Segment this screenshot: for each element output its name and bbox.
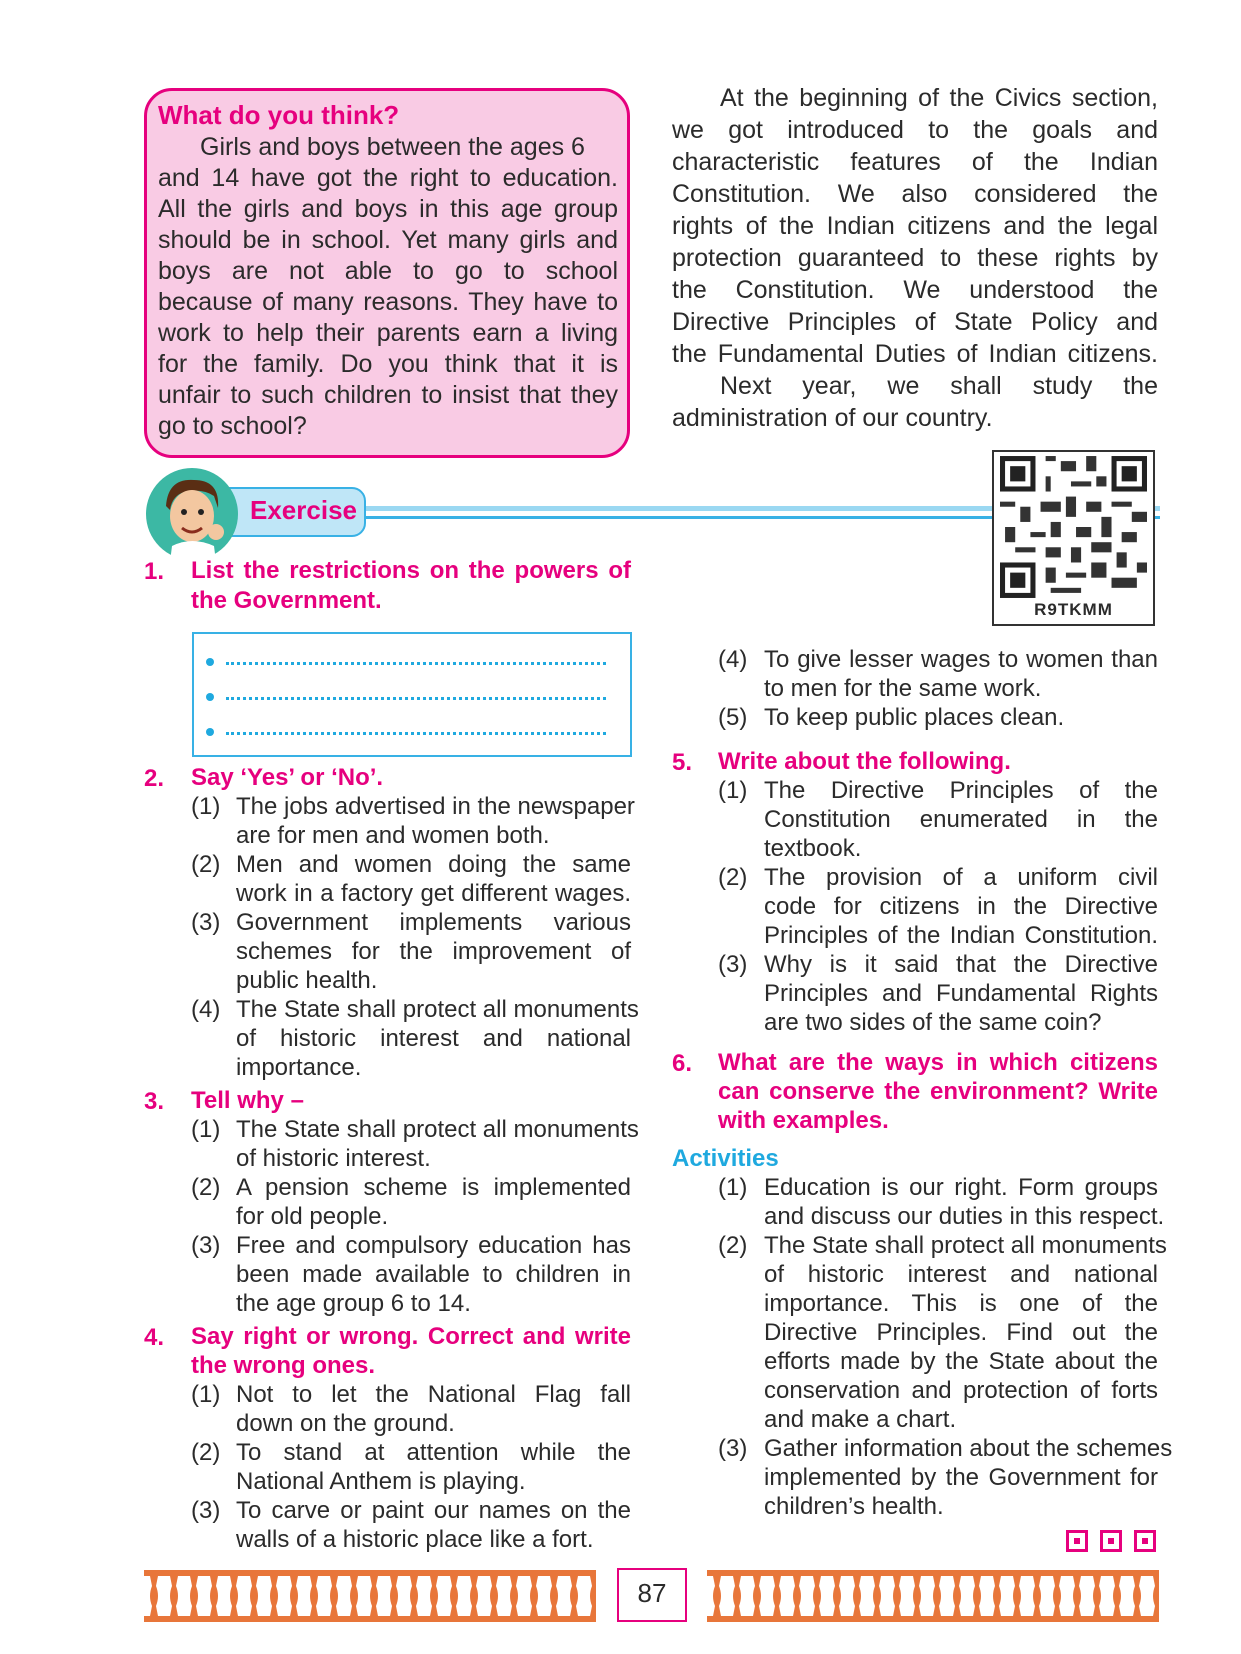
item-number: (2) — [191, 1439, 221, 1466]
item-number: (2) — [191, 851, 221, 878]
item-text: code for citizens in the Directive — [764, 893, 1158, 920]
intro-line: Next year, we shall study the — [720, 372, 1158, 400]
footer-border-right — [707, 1570, 1159, 1622]
item-text: To stand at attention while the — [236, 1439, 631, 1466]
item-text: Gather information about the schemes — [764, 1435, 1173, 1462]
item-text: To keep public places clean. — [764, 704, 1065, 731]
item-text: importance. — [236, 1054, 362, 1081]
item-text: The State shall protect all monuments — [236, 1116, 639, 1143]
question-number: 5. — [672, 749, 693, 776]
intro-line: administration of our country. — [672, 404, 993, 432]
intro-line: Directive Principles of State Policy and — [672, 308, 1158, 336]
think-line: go to school? — [158, 412, 307, 440]
item-text: of historic interest and national — [236, 1025, 631, 1052]
item-text: The State shall protect all monuments — [236, 996, 639, 1023]
item-text: Government implements various — [236, 909, 631, 936]
item-text: and discuss our duties in this respect. — [764, 1203, 1165, 1230]
item-text: Not to let the National Flag fall — [236, 1381, 631, 1408]
item-number: (2) — [718, 1232, 748, 1259]
item-text: Free and compulsory education has — [236, 1232, 631, 1259]
item-number: (3) — [191, 1497, 221, 1524]
item-text: The State shall protect all monuments — [764, 1232, 1167, 1259]
boy-avatar-icon — [144, 466, 240, 562]
item-number: (1) — [191, 1381, 221, 1408]
answer-line[interactable] — [206, 687, 606, 707]
item-text: A pension scheme is implemented — [236, 1174, 631, 1201]
intro-line: rights of the Indian citizens and the legal — [672, 212, 1158, 240]
think-box-title: What do you think? — [158, 100, 400, 130]
item-number: (5) — [718, 704, 748, 731]
item-text: implemented by the Government for — [764, 1464, 1158, 1491]
item-text: down on the ground. — [236, 1410, 455, 1437]
item-text: for old people. — [236, 1203, 389, 1230]
question-6-text: What are the ways in which citizens — [718, 1049, 1158, 1076]
item-text: Principles and Fundamental Rights — [764, 980, 1158, 1007]
question-number: 2. — [144, 765, 165, 792]
item-text: the age group 6 to 14. — [236, 1290, 471, 1317]
footer-border-left — [144, 1570, 596, 1622]
question-number: 3. — [144, 1088, 165, 1115]
item-text: to men for the same work. — [764, 675, 1042, 702]
item-text: are for men and women both. — [236, 822, 550, 849]
item-text: schemes for the improvement of — [236, 938, 631, 965]
item-text: Why is it said that the Directive — [764, 951, 1158, 978]
item-number: (3) — [718, 1435, 748, 1462]
item-text: The jobs advertised in the newspaper — [236, 793, 635, 820]
item-text: Education is our right. Form groups — [764, 1174, 1158, 1201]
item-number: (1) — [718, 1174, 748, 1201]
question-2-title: Say ‘Yes’ or ‘No’. — [191, 764, 384, 791]
item-number: (1) — [191, 793, 221, 820]
item-text: been made available to children in — [236, 1261, 631, 1288]
question-4-text: the wrong ones. — [191, 1352, 376, 1379]
item-number: (4) — [191, 996, 221, 1023]
item-text: work in a factory get different wages. — [236, 880, 631, 907]
think-line: Girls and boys between the ages 6 — [200, 133, 585, 161]
page-number: 87 — [637, 1578, 667, 1608]
activities-heading: Activities — [672, 1145, 779, 1172]
item-text: textbook. — [764, 835, 862, 862]
item-text: conservation and protection of forts — [764, 1377, 1158, 1404]
think-line: boys are not able to go to school — [158, 257, 618, 285]
think-line: for the family. Do you think that it is — [158, 350, 618, 378]
answer-line[interactable] — [206, 722, 606, 742]
intro-line: the Fundamental Duties of Indian citizens. — [672, 340, 1158, 368]
question-6-text: can conserve the environment? Write — [718, 1078, 1158, 1105]
item-text: Men and women doing the same — [236, 851, 631, 878]
item-text: walls of a historic place like a fort. — [236, 1526, 594, 1553]
question-number: 1. — [144, 558, 165, 585]
think-line: should be in school. Yet many girls and — [158, 226, 618, 254]
question-3-title: Tell why – — [191, 1087, 304, 1114]
question-1-text: List the restrictions on the powers of — [191, 557, 631, 584]
end-marker-icon — [1100, 1530, 1122, 1552]
item-text: Constitution enumerated in the — [764, 806, 1158, 833]
qr-code-label: R9TKMM — [1034, 600, 1113, 619]
item-text: The provision of a uniform civil — [764, 864, 1158, 891]
item-text: efforts made by the State about the — [764, 1348, 1158, 1375]
intro-line: we got introduced to the goals and — [672, 116, 1158, 144]
answer-line[interactable] — [206, 652, 606, 672]
item-text: To carve or paint our names on the — [236, 1497, 631, 1524]
item-text: children’s health. — [764, 1493, 944, 1520]
think-line: work to help their parents earn a living — [158, 319, 618, 347]
exercise-label: Exercise — [250, 495, 357, 525]
item-text: National Anthem is playing. — [236, 1468, 526, 1495]
item-text: The Directive Principles of the — [764, 777, 1158, 804]
question-5-title: Write about the following. — [718, 748, 1011, 775]
intro-line: the Constitution. We understood the — [672, 276, 1158, 304]
item-text: and make a chart. — [764, 1406, 957, 1433]
question-4-text: Say right or wrong. Correct and write — [191, 1323, 631, 1350]
intro-line: characteristic features of the Indian — [672, 148, 1158, 176]
item-text: Directive Principles. Find out the — [764, 1319, 1158, 1346]
item-text: public health. — [236, 967, 378, 994]
item-number: (4) — [718, 646, 748, 673]
qr-code-icon[interactable] — [1000, 456, 1147, 598]
item-number: (2) — [191, 1174, 221, 1201]
item-number: (3) — [191, 909, 221, 936]
item-text: importance. This is one of the — [764, 1290, 1158, 1317]
intro-line: Constitution. We also considered the — [672, 180, 1158, 208]
item-number: (3) — [191, 1232, 221, 1259]
question-1-text: the Government. — [191, 587, 382, 614]
question-6-text: with examples. — [718, 1107, 889, 1134]
think-line: All the girls and boys in this age group — [158, 195, 618, 223]
item-text: Principles of the Indian Constitution. — [764, 922, 1158, 949]
think-line: unfair to such children to insist that they — [158, 381, 618, 409]
end-marker-icon — [1134, 1530, 1156, 1552]
question-number: 6. — [672, 1050, 693, 1077]
intro-line: protection guaranteed to these rights by — [672, 244, 1158, 272]
think-line: because of many reasons. They have to — [158, 288, 618, 316]
item-text: To give lesser wages to women than — [764, 646, 1158, 673]
think-line: and 14 have got the right to education. — [158, 164, 618, 192]
question-number: 4. — [144, 1324, 165, 1351]
item-number: (1) — [191, 1116, 221, 1143]
end-marker-icon — [1066, 1530, 1088, 1552]
intro-line: At the beginning of the Civics section, — [720, 84, 1158, 112]
item-number: (1) — [718, 777, 748, 804]
item-number: (3) — [718, 951, 748, 978]
item-text: are two sides of the same coin? — [764, 1009, 1102, 1036]
item-text: of historic interest. — [236, 1145, 431, 1172]
item-number: (2) — [718, 864, 748, 891]
item-text: of historic interest and national — [764, 1261, 1158, 1288]
